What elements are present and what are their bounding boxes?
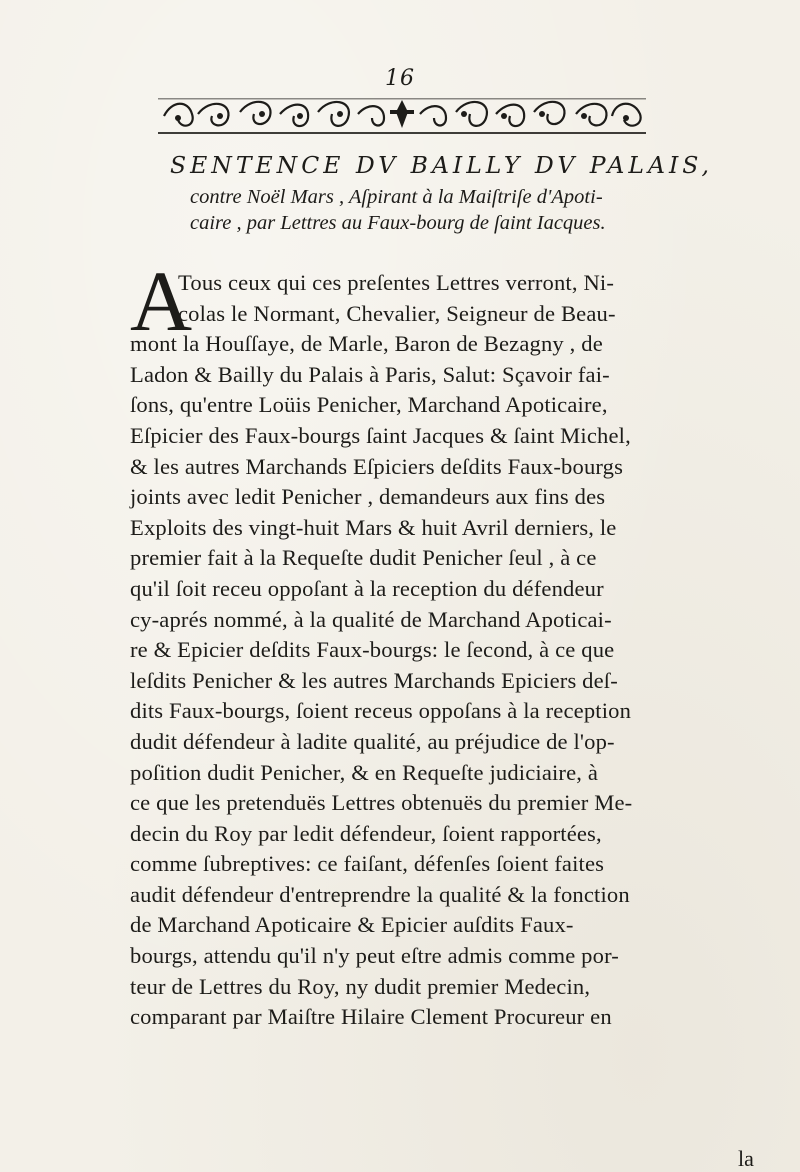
sentence-title: SENTENCE DV BAILLY DV PALAIS, xyxy=(170,151,713,179)
text-line: leſdits Penicher & les autres Marchands Epiciers deſ- xyxy=(130,667,618,693)
text-line: joints avec ledit Penicher , demandeurs aux fins des xyxy=(130,484,606,510)
sentence-subtitle xyxy=(190,184,770,236)
text-line: & les autres Marchands Eſpiciers deſdits Faux-bourgs xyxy=(130,453,624,479)
text-line: Ladon & Bailly du Palais à Paris, Salut: Sçavoir fai- xyxy=(130,361,610,387)
catchword: la xyxy=(738,1146,754,1171)
text-line: comparant par Maiſtre Hilaire Clement Procureur en xyxy=(130,1004,612,1030)
text-line: comme ſubreptives: ce faiſant, défenſes ſoient faites xyxy=(130,851,605,877)
subtitle-line: caire , par Lettres au Faux-bourg de ſaint Iacques. xyxy=(190,212,606,234)
text-line: Exploits des vingt-huit Mars & huit Avril derniers, le xyxy=(130,514,617,540)
text-line: premier fait à la Requeſte dudit Penicher ſeul , à ce xyxy=(130,545,597,571)
text-line: cy-aprés nommé, à la qualité de Marchand Apoticai- xyxy=(130,606,612,632)
text-line: ce que les pretenduës Lettres obtenuës du premier Me- xyxy=(130,790,633,816)
text-line: re & Epicier deſdits Faux-bourgs: le ſecond, à ce que xyxy=(130,637,615,663)
text-line: dits Faux-bourgs, ſoient receus oppoſans à la reception xyxy=(130,698,632,724)
drop-cap: A xyxy=(130,253,193,349)
text-line: audit défendeur d'entreprendre la qualité & la fonction xyxy=(130,881,630,907)
subtitle-line: contre Noël Mars , Aſpirant à la Maiſtriſe d'Apoti- xyxy=(190,186,603,208)
text-line: teur de Lettres du Roy, ny dudit premier Medecin, xyxy=(130,973,591,999)
text-line: mont la Houſſaye, de Marle, Baron de Bezagny , de xyxy=(130,331,603,357)
text-line: colas le Normant, Chevalier, Seigneur de Beau- xyxy=(178,300,616,326)
text-line: qu'il ſoit receu oppoſant à la reception du défendeur xyxy=(130,575,604,601)
text-line: dudit défendeur à ladite qualité, au préjudice de l'op- xyxy=(130,728,615,754)
text-line: ſons, qu'entre Loüis Penicher, Marchand Apoticaire, xyxy=(130,392,608,418)
body-text xyxy=(130,253,770,1033)
headpiece-ornament xyxy=(158,92,646,136)
text-line: de Marchand Apoticaire & Epicier auſdits Faux- xyxy=(130,912,574,938)
text-line: bourgs, attendu qu'il n'y peut eſtre admis comme por- xyxy=(130,943,619,969)
text-line: poſition dudit Penicher, & en Requeſte judiciaire, à xyxy=(130,759,599,785)
page-number: 16 xyxy=(385,66,415,91)
text-line: Tous ceux qui ces preſentes Lettres verront, Ni- xyxy=(178,270,615,295)
text-line: decin du Roy par ledit défendeur, ſoient rapportées, xyxy=(130,820,602,846)
text-line: Eſpicier des Faux-bourgs ſaint Jacques & ſaint Michel, xyxy=(130,422,631,448)
